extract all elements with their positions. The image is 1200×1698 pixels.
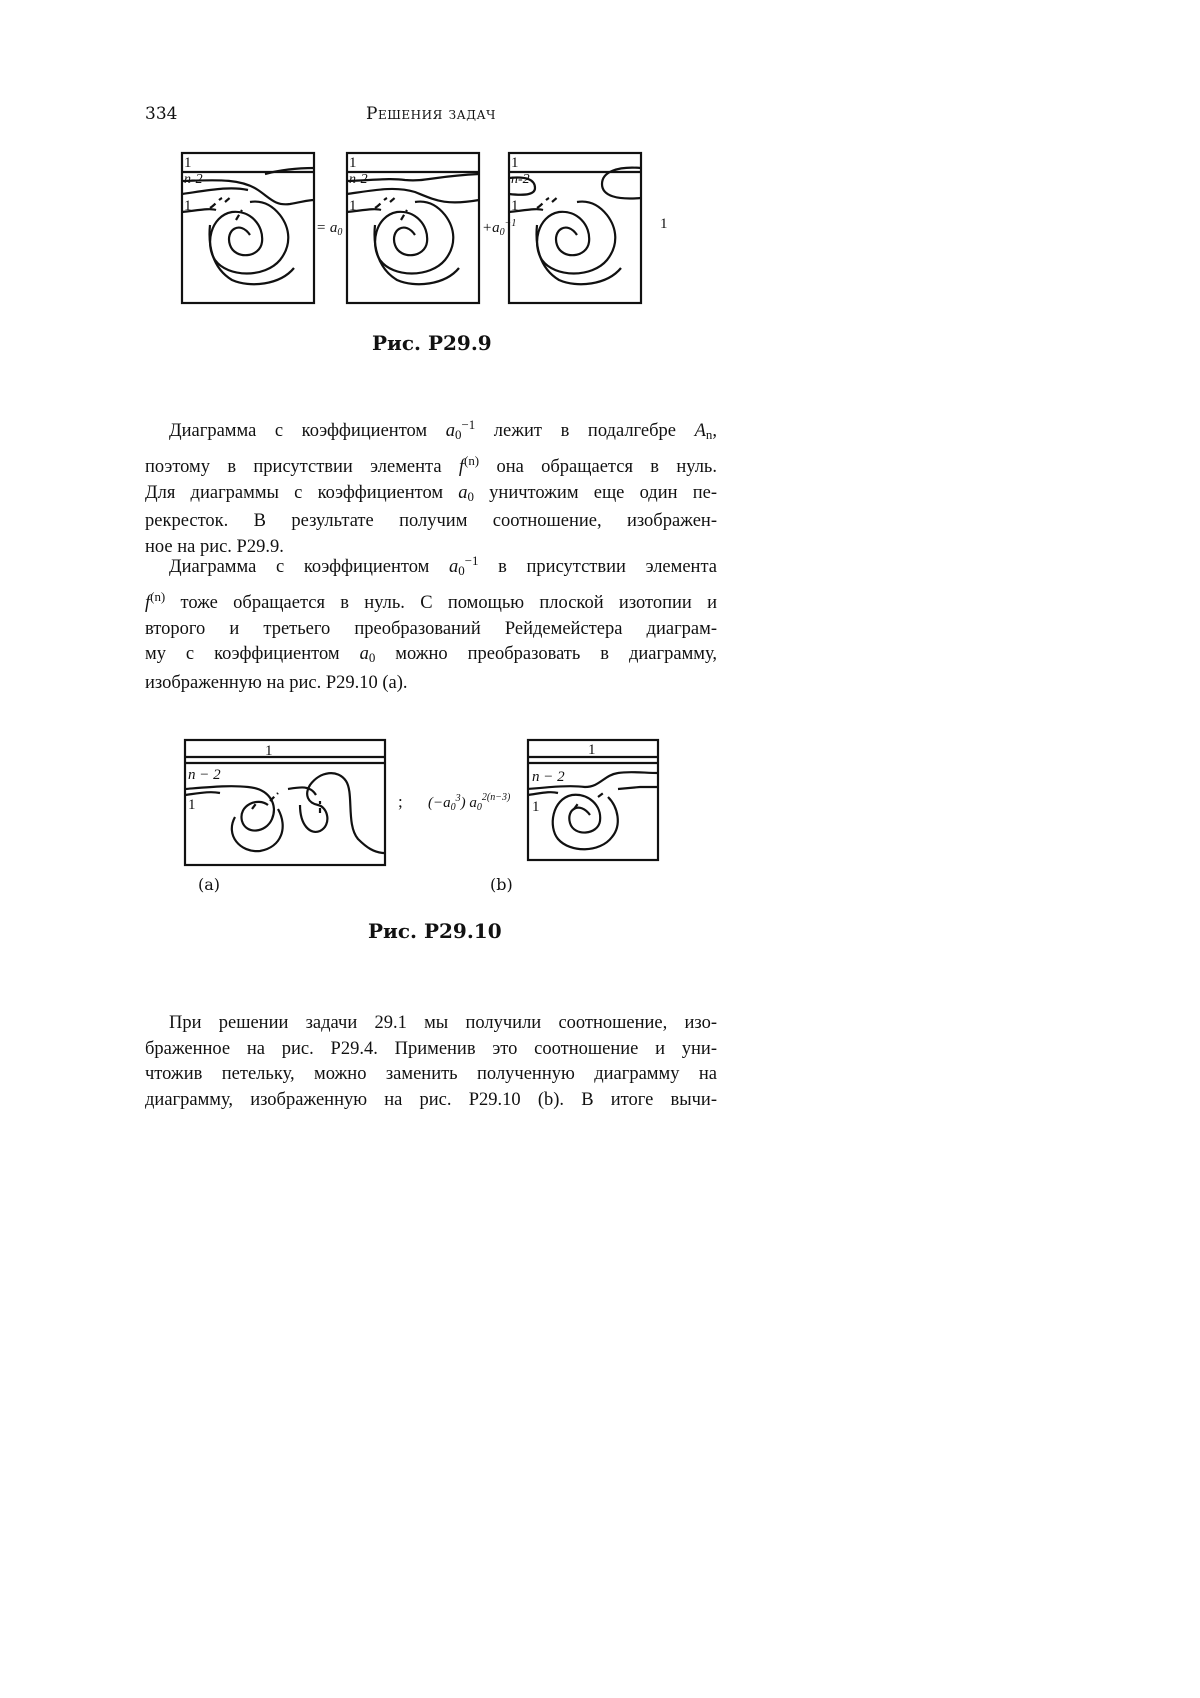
figure-label-a: (a) xyxy=(198,875,221,894)
fig1-label-1a: 1 xyxy=(184,155,192,171)
fig1-label-n2c: n-2 xyxy=(511,172,530,187)
figure-p29-9 xyxy=(170,150,690,310)
fig1-label-1g: 1 xyxy=(660,216,668,232)
running-title: Решения задач xyxy=(366,104,496,124)
fig2-label-1a: 1 xyxy=(265,743,273,759)
figure-caption-p29-10: Рис. P29.10 xyxy=(368,919,502,943)
paragraph-2: Диаграмма с коэффициентом $a_0^{-1}$ в присутствии элемента $f^{(n)}$ тоже обращается в нуль. С помощью плоской изотопии и второго и третьего преобразований Рейдемейстера диаграм- му с коэффициентом $a_0$ можно преобразовать в диаграмму, изображенную на рис. P29.10 (a). xyxy=(145,553,718,694)
paragraph-1: Диаграмма с коэффициентом $a_0^{-1}$ лежит в подалгебре $A_n$, поэтому в присутствии элемента $f^{(n)}$ она обращается в нуль. Для диаграммы с коэффициентом $a_0$ уничтожим еще один пе- рекресток. В результате получим соотношение, изображен- ное на рис. P29.9. xyxy=(145,417,717,558)
fig2-label-1b: 1 xyxy=(188,797,196,813)
fig2-label-n2a: n − 2 xyxy=(188,767,221,783)
paragraph-3: При решении задачи 29.1 мы получили соотношение, изо- браженное на рис. P29.4. Применив это соотношение и уни- чтожив петельку, можно заменить полученную диаграмму на диаграмму, изображенную на рис. P29.10 (b). В итоге вычи- xyxy=(145,1013,717,1110)
knot-diagram-a xyxy=(185,740,385,865)
fig2-label-1c: 1 xyxy=(588,742,596,758)
fig1-label-n2a: n-2 xyxy=(184,172,203,187)
figure-caption-p29-9: Рис. P29.9 xyxy=(372,331,492,355)
figure-label-b: (b) xyxy=(490,875,513,894)
fig2-label-1d: 1 xyxy=(532,799,540,815)
fig1-label-1f: 1 xyxy=(511,198,519,214)
page-number: 334 xyxy=(145,104,178,124)
fig1-label-1b: 1 xyxy=(184,198,192,214)
fig1-label-1d: 1 xyxy=(349,198,357,214)
fig1-label-1e: 1 xyxy=(511,155,519,171)
eq-a0: = $a_0$ xyxy=(316,220,343,238)
knot-diagram-b xyxy=(528,740,658,860)
fig2-separator: ; xyxy=(398,792,403,811)
figure-p29-10 xyxy=(170,735,690,895)
eq-a0inv: $+a_0^{-1}$ xyxy=(482,218,517,238)
fig2-coefficient: $(-a_0^3)$ $a_0^{2(n-3)}$ xyxy=(428,792,511,813)
fig2-label-n2b: n − 2 xyxy=(532,769,565,785)
fig1-label-1c: 1 xyxy=(349,155,357,171)
fig1-label-n2b: n-2 xyxy=(349,172,368,187)
